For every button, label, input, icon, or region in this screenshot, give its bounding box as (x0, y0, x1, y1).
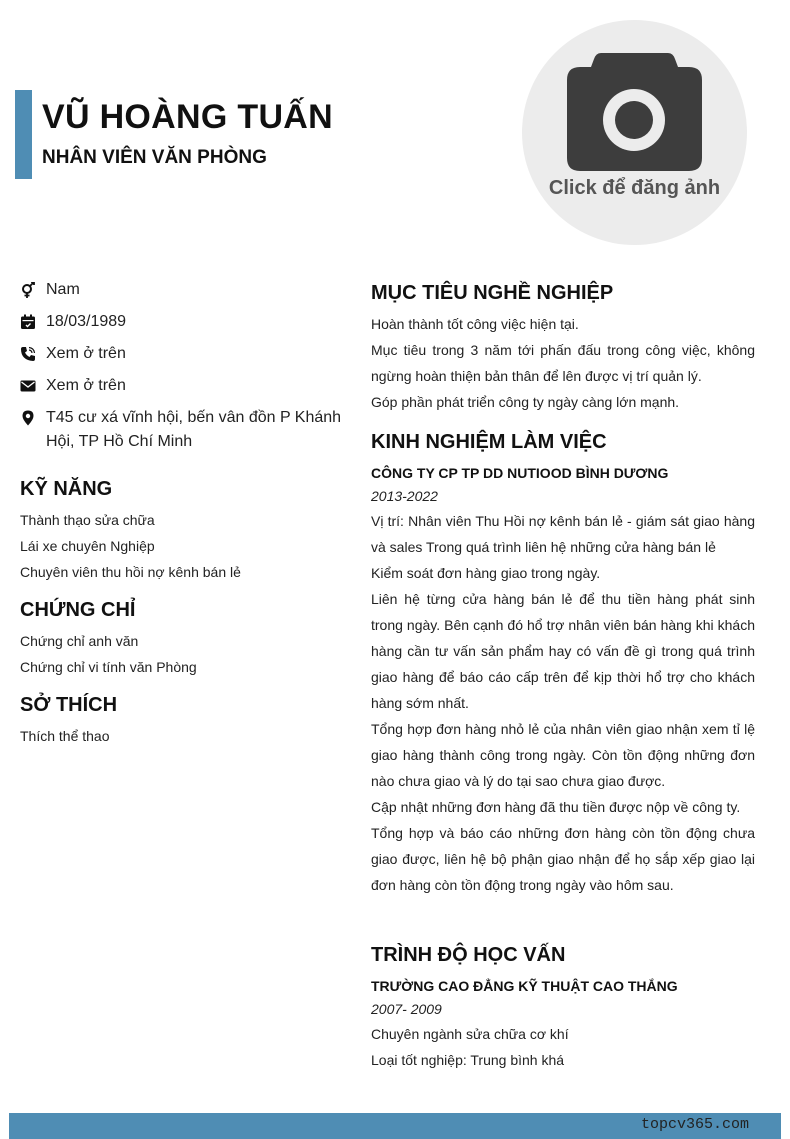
contact-gender (20, 278, 350, 302)
phone-icon (20, 342, 46, 366)
hobbies-list (20, 723, 350, 749)
envelope-icon (20, 374, 46, 398)
experience-body (371, 508, 755, 898)
experience-company: CÔNG TY CP TP DD NUTIOOD BÌNH DƯƠNG (371, 465, 669, 481)
gender-value: Nam (46, 281, 80, 298)
certificates-list (20, 628, 350, 680)
experience-period: 2013-2022 (371, 488, 438, 504)
location-pin-icon (20, 406, 46, 430)
education-school: TRƯỜNG CAO ĐẲNG KỸ THUẬT CAO THẮNG (371, 978, 678, 994)
contact-dob (20, 310, 350, 334)
camera-icon (567, 53, 702, 171)
education-heading: TRÌNH ĐỘ HỌC VẤN (371, 944, 566, 966)
objective-line: Mục tiêu trong 3 năm tới phấn đấu trong công việc, không ngừng hoàn thiện bản thân để lên được vị trí quản lý. (371, 342, 755, 384)
contact-phone (20, 342, 350, 366)
experience-line: Liên hệ từng cửa hàng bán lẻ để thu tiền hàng phát sinh trong ngày. Bên cạnh đó hổ trợ nhân viên bán hàng khi khách hàng cần tư vấn sản phẩm hay có vấn đề gì trong quá trình giao hàng để báo cáo cấp trên để kịp thời hổ trợ cho khách hàng sớm nhất. (371, 591, 755, 711)
experience-line: Kiểm soát đơn hàng giao trong ngày. (371, 565, 601, 581)
objective-body (371, 311, 755, 415)
address-value: T45 cư xá vĩnh hội, bến vân đồn P Khánh Hội, TP Hồ Chí Minh (46, 409, 342, 450)
header-accent-bar (15, 90, 32, 179)
experience-line: Tổng hợp và báo cáo những đơn hàng còn tồn động chưa giao được, liên hệ bộ phận giao nhận để họ sắp xếp giao lại đơn hàng còn tồn động trong ngày vào hôm sau. (371, 825, 755, 893)
email-value: Xem ở trên (46, 377, 126, 394)
objective-line: Góp phần phát triển công ty ngày càng lớn mạnh. (371, 394, 680, 410)
education-section (371, 944, 755, 1073)
certificate-item: Chứng chỉ vi tính văn Phòng (20, 659, 197, 675)
certificates-heading: CHỨNG CHỈ (20, 599, 136, 621)
hobby-item: Thích thể thao (20, 728, 110, 744)
objective-line: Hoàn thành tốt công việc hiện tại. (371, 316, 579, 332)
footer-bar (9, 1113, 781, 1139)
candidate-name: VŨ HOÀNG TUẤN (42, 98, 334, 136)
education-line: Loại tốt nghiệp: Trung bình khá (371, 1052, 565, 1068)
phone-value: Xem ở trên (46, 345, 126, 362)
experience-line: Tổng hợp đơn hàng nhỏ lẻ của nhân viên giao nhận xem tỉ lệ giao hàng thành công trong ngày. Còn tồn động những đơn nào chưa giao và lý do tại sao chưa giao được. (371, 721, 755, 789)
gender-icon (20, 278, 46, 302)
calendar-icon (20, 310, 46, 334)
education-line: Chuyên ngành sửa chữa cơ khí (371, 1026, 569, 1042)
dob-value: 18/03/1989 (46, 313, 127, 330)
skills-heading: KỸ NĂNG (20, 478, 113, 500)
contact-address (20, 406, 350, 454)
experience-line: Cập nhật những đơn hàng đã thu tiền được nộp về công ty. (371, 799, 741, 815)
skills-list (20, 507, 350, 585)
hobbies-heading: SỞ THÍCH (20, 694, 118, 716)
footer-site: topcv365.com (640, 1116, 749, 1133)
education-period: 2007- 2009 (371, 1001, 442, 1017)
certificate-item: Chứng chỉ anh văn (20, 633, 139, 649)
right-column (371, 282, 755, 898)
photo-caption: Click để đăng ảnh (548, 177, 721, 199)
experience-line: Vị trí: Nhân viên Thu Hồi nợ kênh bán lẻ - giám sát giao hàng và sales Trong quá trình liên hệ những cửa hàng bán lẻ (371, 513, 755, 555)
candidate-job-title: NHÂN VIÊN VĂN PHÒNG (42, 147, 267, 168)
skill-item: Chuyên viên thu hồi nợ kênh bán lẻ (20, 564, 241, 580)
experience-heading: KINH NGHIỆM LÀM VIỆC (371, 431, 607, 453)
left-column (20, 278, 350, 749)
skill-item: Lái xe chuyên Nghiệp (20, 538, 155, 554)
contact-email (20, 374, 350, 398)
objective-heading: MỤC TIÊU NGHỀ NGHIỆP (371, 282, 614, 304)
photo-upload[interactable] (522, 20, 747, 245)
skill-item: Thành thạo sửa chữa (20, 512, 155, 528)
